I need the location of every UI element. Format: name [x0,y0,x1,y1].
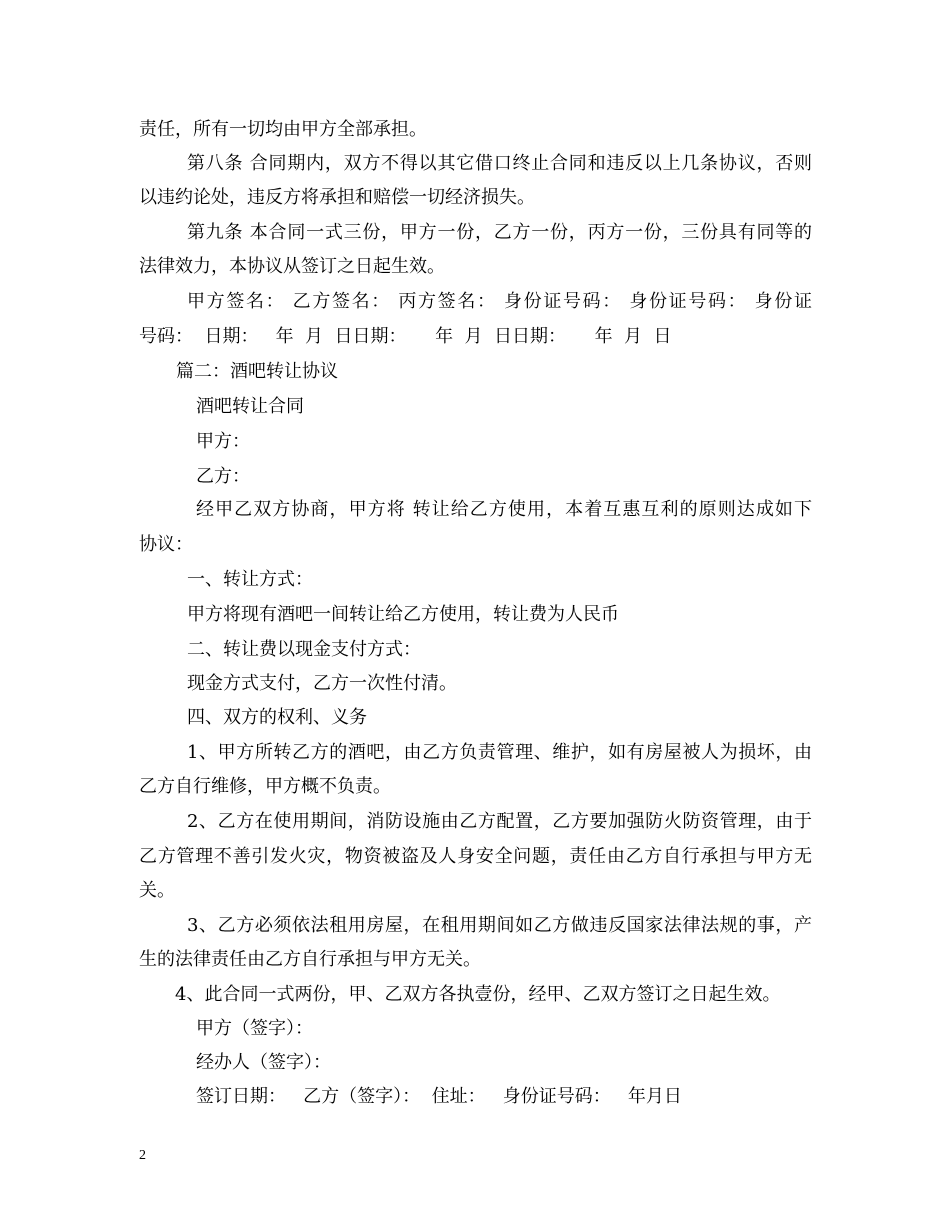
text-line: 以违约论处，违反方将承担和赔偿一切经济损失。 [139,187,535,208]
text-line: 法律效力，本协议从签订之日起生效。 [139,256,445,277]
text-line: 乙方管理不善引发火灾，物资被盗及人身安全问题，责任由乙方自行承担与甲方无 [139,846,812,867]
clause-heading: 二、转让费以现金支付方式： [187,639,421,660]
signature-line: 签订日期： 乙方（签字）： 住址： 身份证号码： 年月日 [196,1086,682,1107]
text-line: 生的法律责任由乙方自行承担与甲方无关。 [139,949,481,970]
text-line: 2、乙方在使用期间，消防设施由乙方配置，乙方要加强防火防资管理，由于 [187,811,812,832]
clause-heading: 一、转让方式： [187,569,313,590]
text-line: 4、此合同一式两份，甲、乙双方各执壹份，经甲、乙双方签订之日起生效。 [175,984,781,1005]
text-line: 乙方自行维修，甲方概不负责。 [139,776,391,797]
text-line: 第九条 本合同一式三份，甲方一份，乙方一份，丙方一份，三份具有同等的 [187,222,812,243]
text-line: 现金方式支付，乙方一次性付清。 [187,673,457,694]
text-line: 3、乙方必须依法租用房屋，在租用期间如乙方做违反国家法律法规的事，产 [187,915,812,936]
text-line: 1、甲方所转乙方的酒吧，由乙方负责管理、维护，如有房屋被人为损坏，由 [187,742,812,763]
text-line: 协议： [139,534,193,555]
signature-line: 甲方（签字）： [196,1018,313,1039]
section-heading: 篇二：酒吧转让协议 [176,361,338,382]
contract-title: 酒吧转让合同 [196,396,304,417]
clause-heading: 四、双方的权利、义务 [187,707,367,728]
text-line: 号码： 日期： 年 月 日日期： 年 月 日日期： 年 月 日 [139,326,672,347]
page-number: 2 [139,1148,146,1163]
text-line: 关。 [139,880,175,901]
text-line: 责任，所有一切均由甲方全部承担。 [139,119,427,140]
signature-line: 经办人（签字）： [196,1052,331,1073]
party-b-label: 乙方： [196,466,250,487]
text-line: 第八条 合同期内，双方不得以其它借口终止合同和违反以上几条协议，否则 [187,153,812,174]
text-line: 甲方签名： 乙方签名： 丙方签名： 身份证号码： 身份证号码： 身份证 [187,291,812,312]
party-a-label: 甲方： [196,431,250,452]
text-line: 经甲乙双方协商，甲方将 转让给乙方使用，本着互惠互利的原则达成如下 [196,499,812,520]
text-line: 甲方将现有酒吧一间转让给乙方使用，转让费为人民币 [187,604,619,625]
